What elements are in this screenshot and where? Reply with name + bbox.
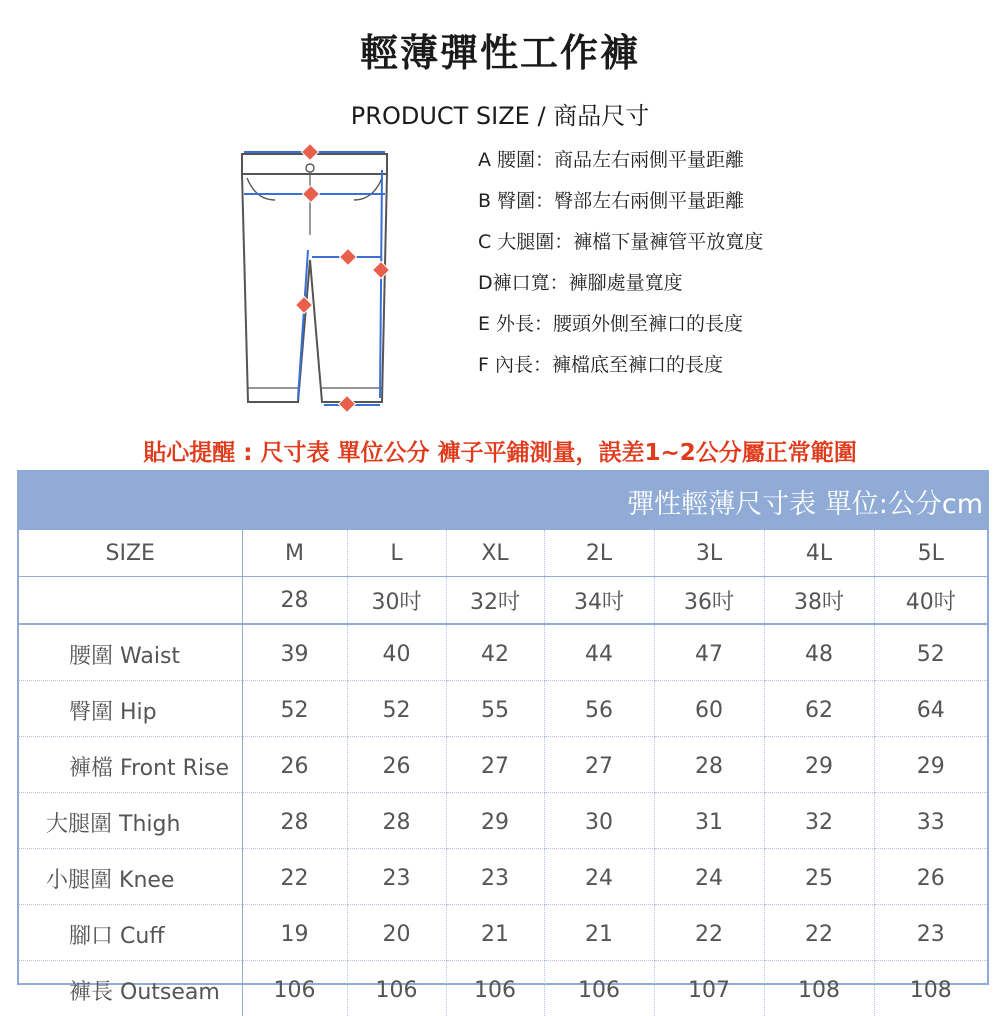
size-cell: 2L [544,530,654,577]
inch-cell: 32吋 [446,577,544,625]
legend-item-waist: A 腰圍：商品左右兩側平量距離 [478,150,763,191]
size-label: SIZE [19,530,242,577]
measurement-label-cn: 小腿圍 [46,868,112,893]
measurement-label-en: Front Rise [120,756,229,781]
measurement-label-en: Cuff [120,924,164,949]
measurement-label [19,624,242,681]
table-row [19,849,987,905]
table-row [19,905,987,961]
table-cell: 56 [544,681,654,737]
measurement-legend [478,150,763,396]
size-cell: 5L [874,530,987,577]
table-cell: 33 [874,793,987,849]
table-cell: 29 [446,793,544,849]
table-cell: 52 [347,681,446,737]
legend-item-inseam: F 內長：褲檔底至褲口的長度 [478,355,763,396]
legend-item-cuff: D褲口寬：褲腳處量寬度 [478,273,763,314]
size-table-header [19,472,987,530]
size-cell: XL [446,530,544,577]
table-cell: 22 [764,905,874,961]
table-cell: 20 [347,905,446,961]
table-cell: 22 [242,849,347,905]
inch-cell: 30吋 [347,577,446,625]
size-notice: 貼心提醒 : 尺寸表 單位公分 褲子平鋪測量，誤差1~2公分屬正常範圍 [0,434,1000,467]
page-title: 輕薄彈性工作褲 [0,22,1000,77]
table-row [19,961,987,1016]
measurement-label-en: Hip [120,700,157,725]
table-cell: 28 [347,793,446,849]
table-row [19,624,987,681]
table-cell: 28 [242,793,347,849]
measurement-label-en: Waist [120,644,180,669]
size-row [19,530,987,577]
size-cell: 3L [654,530,764,577]
table-cell: 48 [764,624,874,681]
table-cell: 24 [654,849,764,905]
table-cell: 40 [347,624,446,681]
legend-item-outseam: E 外長：腰頭外側至褲口的長度 [478,314,763,355]
table-cell: 21 [544,905,654,961]
size-cell: L [347,530,446,577]
table-cell: 108 [874,961,987,1016]
table-cell: 64 [874,681,987,737]
measurement-label-en: Knee [119,868,174,893]
table-cell: 19 [242,905,347,961]
size-cell: M [242,530,347,577]
table-cell: 22 [654,905,764,961]
legend-item-hip: B 臀圍：臀部左右兩側平量距離 [478,191,763,232]
page-subtitle: PRODUCT SIZE / 商品尺寸 [0,96,1000,131]
table-row [19,793,987,849]
pants-diagram-icon [230,140,410,420]
table-cell: 106 [446,961,544,1016]
measurement-label-cn: 褲檔 [69,756,113,781]
table-cell: 23 [874,905,987,961]
table-cell: 52 [242,681,347,737]
measurement-label-cn: 臀圍 [69,700,113,725]
table-cell: 42 [446,624,544,681]
inch-cell: 34吋 [544,577,654,625]
table-cell: 25 [764,849,874,905]
table-cell: 47 [654,624,764,681]
table-cell: 23 [347,849,446,905]
measurement-label [19,681,242,737]
table-cell: 108 [764,961,874,1016]
table-cell: 23 [446,849,544,905]
table-cell: 106 [347,961,446,1016]
table-cell: 27 [544,737,654,793]
size-table-title: 彈性輕薄尺寸表 單位:公分cm [627,482,983,521]
table-cell: 26 [347,737,446,793]
inch-cell: 40吋 [874,577,987,625]
table-row [19,737,987,793]
measurement-label [19,961,242,1016]
table-cell: 29 [764,737,874,793]
measurement-label-cn: 腰圍 [69,644,113,669]
measurement-label-en: Outseam [120,980,220,1005]
measurement-label-cn: 褲長 [69,980,113,1005]
size-table [17,470,989,985]
table-cell: 30 [544,793,654,849]
legend-item-thigh: C 大腿圍：褲檔下量褲管平放寬度 [478,232,763,273]
inch-label [19,577,242,625]
table-cell: 21 [446,905,544,961]
table-cell: 52 [874,624,987,681]
inch-row [19,577,987,625]
table-cell: 31 [654,793,764,849]
measurement-label-cn: 大腿圍 [46,812,112,837]
table-cell: 24 [544,849,654,905]
table-cell: 60 [654,681,764,737]
size-grid [19,530,987,1016]
table-cell: 32 [764,793,874,849]
table-row [19,681,987,737]
table-cell: 29 [874,737,987,793]
table-cell: 39 [242,624,347,681]
table-cell: 28 [654,737,764,793]
measurement-label-cn: 腳口 [69,924,113,949]
inch-cell: 28 [242,577,347,625]
table-cell: 26 [242,737,347,793]
measurement-label [19,849,242,905]
table-cell: 106 [242,961,347,1016]
table-cell: 107 [654,961,764,1016]
table-cell: 44 [544,624,654,681]
inch-cell: 38吋 [764,577,874,625]
table-cell: 55 [446,681,544,737]
measurement-label-en: Thigh [119,812,180,837]
table-cell: 106 [544,961,654,1016]
measurement-label [19,737,242,793]
table-cell: 27 [446,737,544,793]
inch-cell: 36吋 [654,577,764,625]
table-cell: 62 [764,681,874,737]
measurement-label [19,793,242,849]
measurement-label [19,905,242,961]
table-cell: 26 [874,849,987,905]
size-cell: 4L [764,530,874,577]
